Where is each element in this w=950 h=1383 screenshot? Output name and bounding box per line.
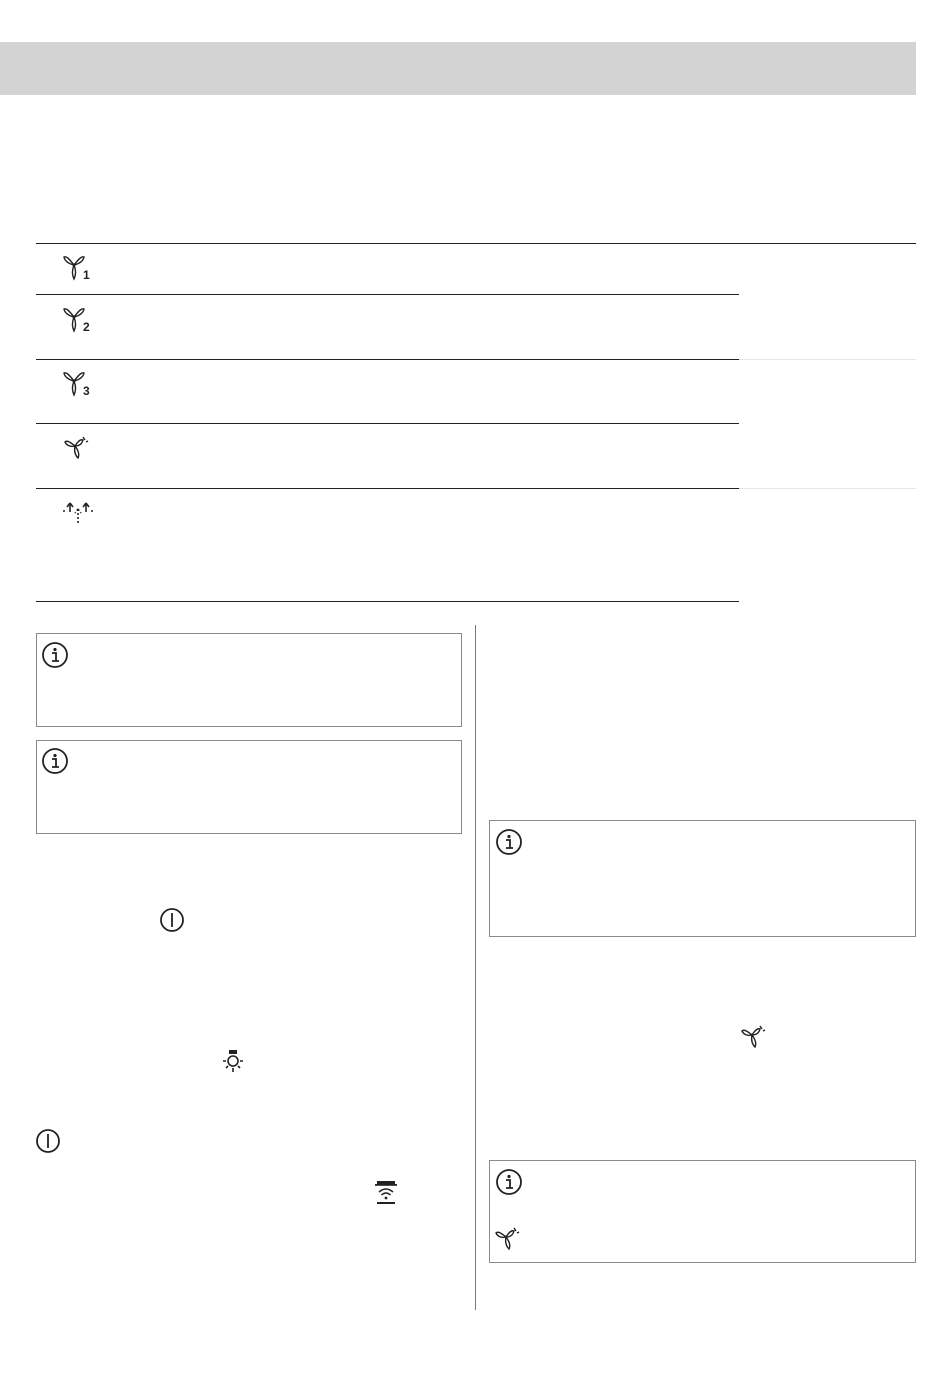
breeze-icon (61, 499, 95, 527)
table-top-rule (36, 243, 916, 244)
info-icon (41, 641, 69, 669)
fan-speed-3-icon (62, 369, 96, 397)
table-bottom-rule (36, 601, 739, 602)
table-row-rule (36, 359, 739, 360)
table-row-rule (36, 294, 739, 295)
light-icon (219, 1049, 247, 1075)
fan-speed-2-icon (62, 305, 96, 333)
svg-text:1: 1 (83, 268, 90, 281)
hob2hood-icon (373, 1179, 399, 1205)
info-icon (495, 1168, 523, 1196)
fan-boost-icon (741, 1024, 767, 1050)
info-note-box (36, 633, 462, 727)
section-header-bar (0, 42, 916, 95)
power-icon (159, 907, 185, 933)
svg-text:3: 3 (83, 384, 90, 397)
table-row-rule (36, 423, 739, 424)
fan-speed-1-icon (62, 253, 96, 281)
fan-boost-icon (64, 435, 90, 461)
info-note-box (489, 820, 916, 937)
info-note-box (36, 740, 462, 834)
info-icon (495, 828, 523, 856)
table-row-rule (739, 488, 916, 489)
power-icon (35, 1128, 61, 1154)
column-divider (475, 625, 476, 1310)
svg-text:2: 2 (83, 320, 90, 333)
table-row-rule (36, 488, 739, 489)
info-note-box (489, 1160, 916, 1263)
fan-boost-icon (495, 1226, 521, 1252)
table-row-rule (739, 359, 916, 360)
info-icon (41, 747, 69, 775)
